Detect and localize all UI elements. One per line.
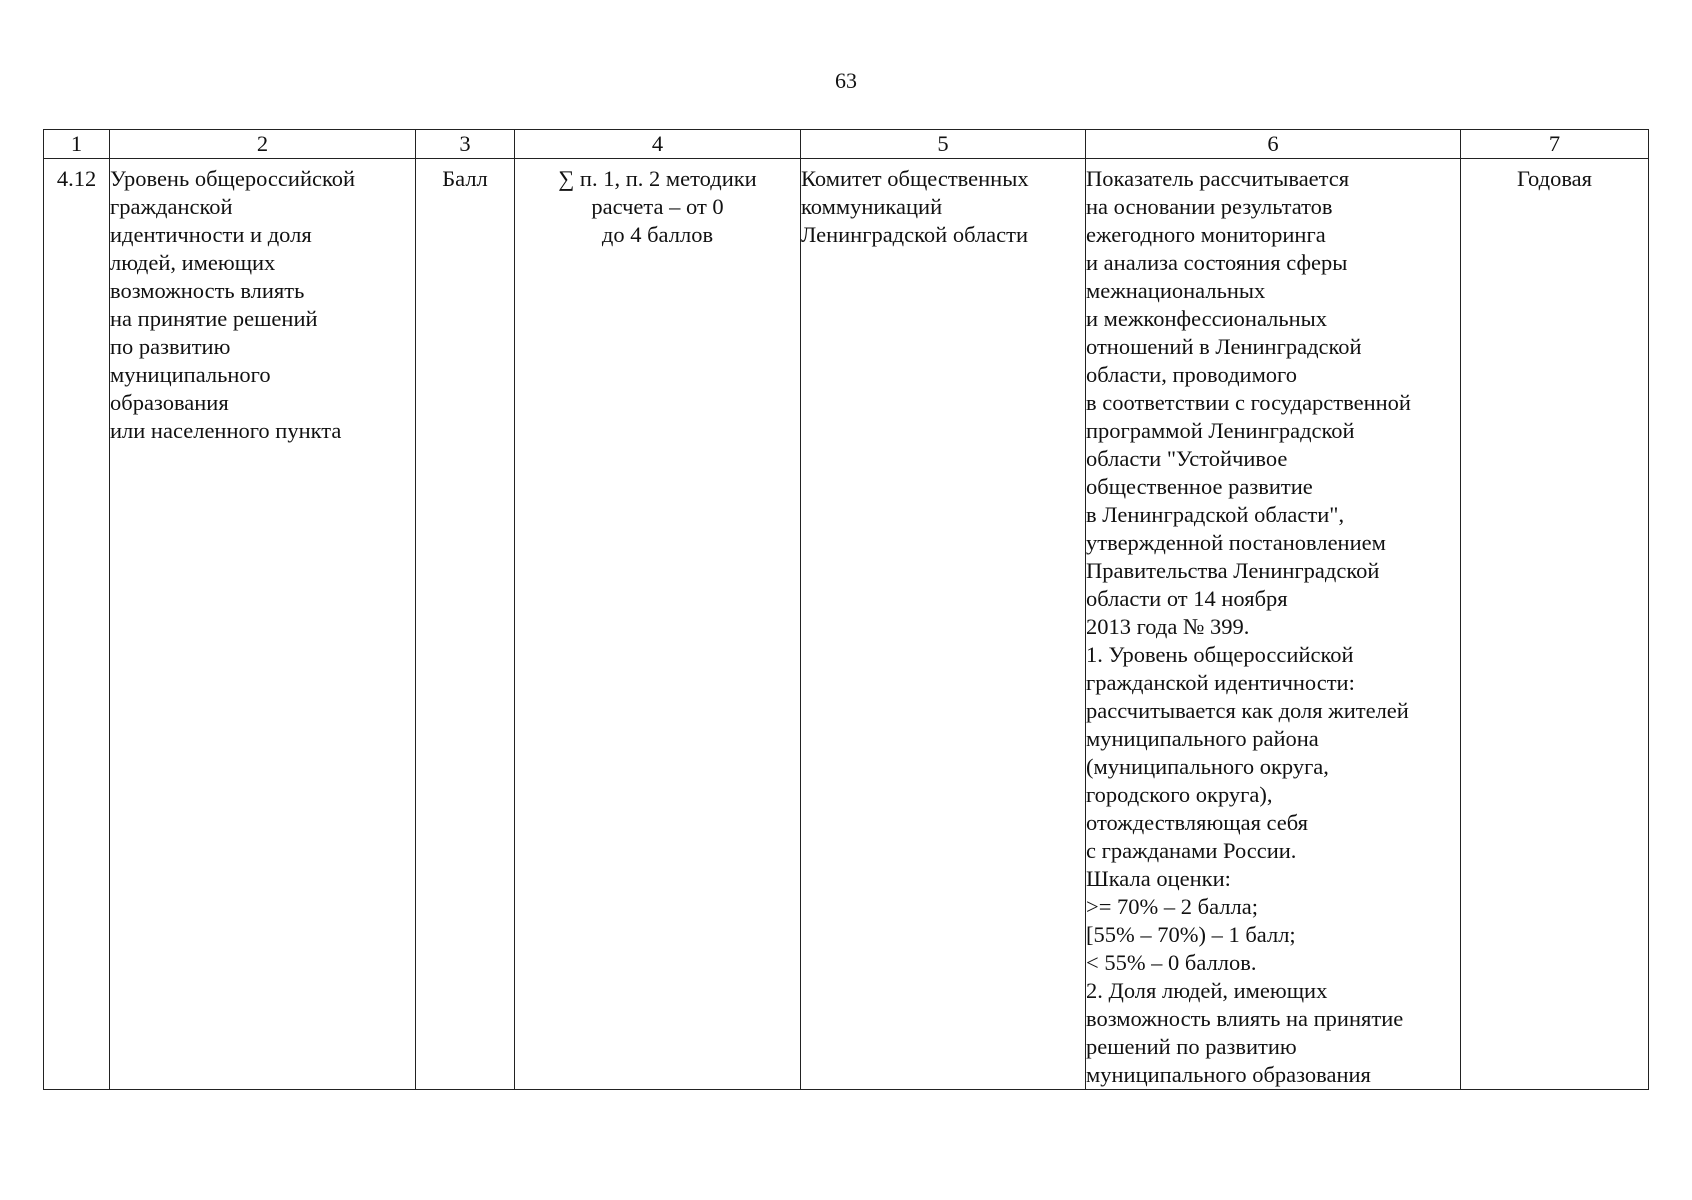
text-line: в Ленинградской области", — [1086, 502, 1345, 527]
text-line: городского округа), — [1086, 782, 1273, 807]
text-line: на основании результатов — [1086, 194, 1333, 219]
text-line: и межконфессиональных — [1086, 306, 1328, 331]
text-line: возможность влиять на принятие — [1086, 1006, 1404, 1031]
text-line: идентичности и доля — [110, 222, 312, 247]
formula-cell — [515, 159, 801, 1090]
text-line: гражданской идентичности: — [1086, 670, 1355, 695]
text-line: муниципального района — [1086, 726, 1319, 751]
text-line: [55% – 70%) – 1 балл; — [1086, 922, 1296, 947]
text-line: утвержденной постановлением — [1086, 530, 1386, 555]
column-header-5: 5 — [801, 130, 1086, 159]
text-line: людей, имеющих — [110, 250, 276, 275]
text-line: Комитет общественных — [801, 166, 1029, 191]
text-line: общественное развитие — [1086, 474, 1313, 499]
text-line: 1. Уровень общероссийской — [1086, 642, 1354, 667]
text-line: или населенного пункта — [110, 418, 342, 443]
text-line: 2013 года № 399. — [1086, 614, 1250, 639]
text-line: муниципального образования — [1086, 1062, 1371, 1087]
text-line: Уровень общероссийской — [110, 166, 356, 191]
text-line: области от 14 ноября — [1086, 586, 1288, 611]
text-line: и анализа состояния сферы — [1086, 250, 1348, 275]
text-line: расчета – от 0 — [591, 194, 724, 219]
responsible-cell — [801, 159, 1086, 1090]
text-line: муниципального — [110, 362, 271, 387]
text-line: < 55% – 0 баллов. — [1086, 950, 1257, 975]
text-line: с гражданами России. — [1086, 838, 1297, 863]
text-line: области "Устойчивое — [1086, 446, 1288, 471]
text-line: программой Ленинградской — [1086, 418, 1355, 443]
column-header-6: 6 — [1086, 130, 1461, 159]
text-line: отношений в Ленинградской — [1086, 334, 1362, 359]
text-line: Шкала оценки: — [1086, 866, 1231, 891]
text-line: на принятие решений — [110, 306, 318, 331]
column-header-7: 7 — [1461, 130, 1649, 159]
text-line: коммуникаций — [801, 194, 943, 219]
text-line: области, проводимого — [1086, 362, 1297, 387]
periodicity-cell: Годовая — [1461, 159, 1649, 1090]
text-line: рассчитывается как доля жителей — [1086, 698, 1409, 723]
text-line: гражданской — [110, 194, 233, 219]
column-header-4: 4 — [515, 130, 801, 159]
text-line: отождествляющая себя — [1086, 810, 1309, 835]
column-header-1: 1 — [44, 130, 110, 159]
row-number-cell: 4.12 — [44, 159, 110, 1090]
text-line: решений по развитию — [1086, 1034, 1297, 1059]
column-header-3: 3 — [416, 130, 515, 159]
text-line: возможность влиять — [110, 278, 305, 303]
table-header-row — [44, 130, 1649, 159]
indicator-name-cell — [110, 159, 416, 1090]
unit-cell: Балл — [416, 159, 515, 1090]
table-row — [44, 159, 1649, 1090]
text-line: ∑ п. 1, п. 2 методики — [558, 166, 757, 191]
text-line: по развитию — [110, 334, 231, 359]
text-line: образования — [110, 390, 229, 415]
text-line: Правительства Ленинградской — [1086, 558, 1380, 583]
text-line: >= 70% – 2 балла; — [1086, 894, 1258, 919]
indicators-table — [43, 129, 1649, 1090]
text-line: Ленинградской области — [801, 222, 1029, 247]
text-line: межнациональных — [1086, 278, 1266, 303]
page-number: 63 — [835, 68, 857, 93]
text-line: 2. Доля людей, имеющих — [1086, 978, 1328, 1003]
text-line: ежегодного мониторинга — [1086, 222, 1326, 247]
text-line: (муниципального округа, — [1086, 754, 1329, 779]
text-line: до 4 баллов — [601, 222, 714, 247]
text-line: в соответствии с государственной — [1086, 390, 1411, 415]
calculation-method-cell — [1086, 159, 1461, 1090]
text-line: Показатель рассчитывается — [1086, 166, 1350, 191]
column-header-2: 2 — [110, 130, 416, 159]
